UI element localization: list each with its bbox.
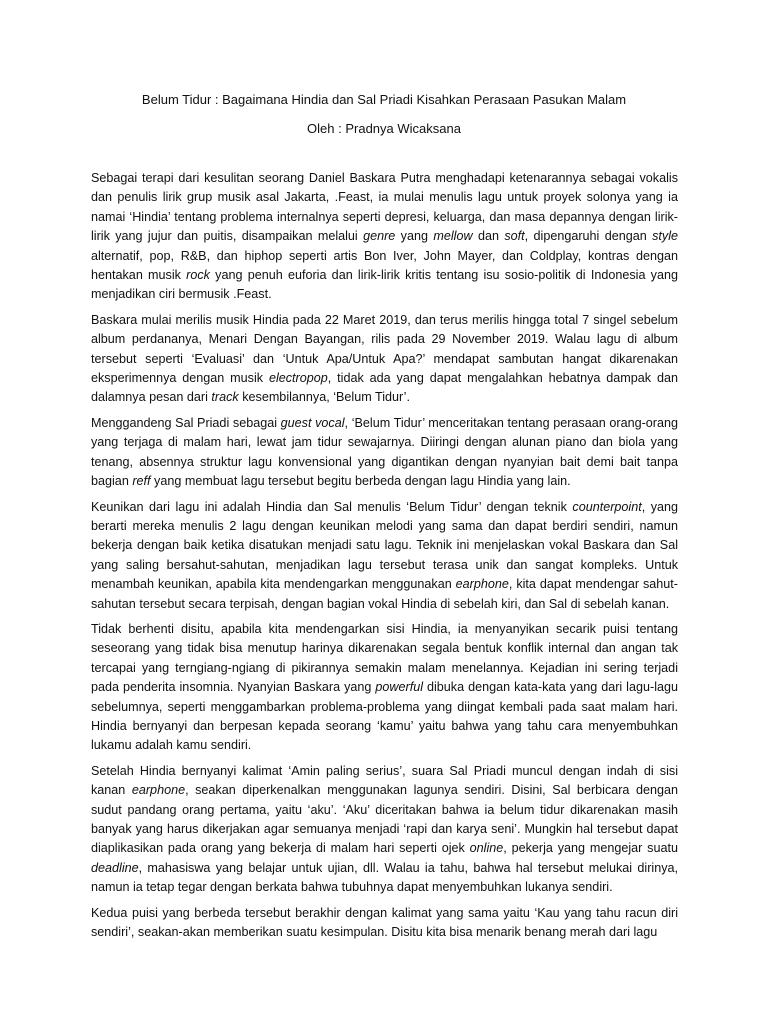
paragraph: [91, 169, 678, 305]
italic-term: genre: [363, 229, 396, 244]
italic-term: earphone: [455, 577, 509, 592]
text-run: dan: [472, 229, 505, 244]
italic-term: style: [652, 229, 679, 244]
document-title: Belum Tidur : Bagaimana Hindia dan Sal Priadi Kisahkan Perasaan Pasukan Malam: [141, 92, 627, 107]
text-run: , pekerja yang mengejar suatu: [503, 841, 678, 856]
paragraph: [91, 904, 678, 943]
italic-term: track: [211, 390, 239, 405]
italic-term: earphone: [131, 783, 186, 798]
text-run: Tidak berhenti disitu, apabila kita mendengarkan sisi Hindia, ia menyanyikan secarik puisi tentang seseorang yang tidak bisa menutup harinya dikarenakan segala bentuk konflik internal dan angan tak tercapai yang terngiang-ngiang di pikirannya semakin malam menelannya. Kejadian ini sering terjadi pada penderita insomnia. Nyanyian Baskara yang: [91, 621, 678, 695]
italic-term: mellow: [433, 229, 473, 244]
text-run: , ‘Belum Tidur’ menceritakan tentang perasaan orang-orang yang terjaga di malam hari, lewat jam tidur sewajarnya. Diiringi dengan alunan piano dan biola yang tenang, absennya struktur lagu konvensional yang digantikan dengan nyanyian bait demi bait tanpa bagian: [91, 415, 679, 489]
text-run: yang penuh euforia dan lirik-lirik kritis tentang isu sosio-politik di Indonesia yang menjadikan ciri bermusik .Feast.: [91, 268, 678, 302]
text-run: , kita dapat mendengar sahut-sahutan tersebut secara terpisah, dengan bagian vokal Hindia di sebelah kiri, dan Sal di sebelah kanan.: [91, 577, 679, 611]
text-run: Kedua puisi yang berbeda tersebut berakhir dengan kalimat yang sama yaitu ‘Kau yang tahu racun diri sendiri’, seakan-akan memberikan suatu kesimpulan. Disitu kita bisa menarik benang merah dari lagu: [91, 905, 678, 940]
italic-term: soft: [504, 229, 525, 244]
italic-term: guest vocal: [280, 415, 345, 430]
text-run: dibuka dengan kata-kata yang dari lagu-lagu sebelumnya, seperti menggambarkan problema-problema yang diingat kembali pada saat malam hari. Hindia bernyanyi dan berpesan kepada seorang ‘kamu’ yaitu bahwa yang tahu cara menyembuhkan lukamu adalah kamu sendiri.: [91, 680, 678, 753]
text-run: Sebagai terapi dari kesulitan seorang Daniel Baskara Putra menghadapi ketenarannya sebagai vokalis dan penulis lirik grup musik asal Jakarta, .Feast, ia mulai menulis lagu untuk proyek solonya yang ia namai ‘Hindia’ tentang problema internalnya seperti depresi, keluarga, dan masa depannya dengan lirik-lirik yang jujur dan puitis, disampaikan melalui: [91, 171, 678, 244]
text-run: , seakan diperkenalkan menggunakan lagunya sendiri. Disini, Sal berbicara dengan sudut pandang orang pertama, yaitu ‘aku’. ‘Aku’ diceritakan bahwa ia belum tidur dikarenakan masih banyak yang harus dikerjakan agar semuanya menjadi ‘rapi dan karya seni’. Mungkin hal tersebut dapat diaplikasikan pada orang yang bekerja di malam hari seperti ojek: [91, 783, 679, 856]
paragraph: [91, 620, 678, 756]
italic-term: rock: [186, 268, 210, 283]
text-run: Keunikan dari lagu ini adalah Hindia dan Sal menulis ‘Belum Tidur’ dengan teknik: [91, 499, 573, 514]
italic-term: reff: [132, 474, 151, 489]
text-run: Baskara mulai merilis musik Hindia pada 22 Maret 2019, dan terus merilis hingga total 7 singel sebelum album perdananya, Menari Dengan Bayangan, rilis pada 29 November 2019. Walau lagu di album tersebut seperti ‘Evaluasi’ dan ‘Untuk Apa/Untuk Apa?’ mendapat sambutan hangat dikarenakan eksperimennya dengan musik: [91, 312, 678, 386]
italic-term: online: [469, 841, 504, 856]
text-run: Menggandeng Sal Priadi sebagai: [91, 415, 281, 430]
article-body: [91, 169, 678, 948]
text-run: kesembilannya, ‘Belum Tidur’.: [238, 390, 410, 405]
paragraph: [91, 414, 678, 492]
paragraph: [91, 311, 678, 408]
paragraph: [91, 762, 678, 898]
italic-term: electropop: [268, 371, 328, 386]
text-run: Setelah Hindia bernyanyi kalimat ‘Amin paling serius’, suara Sal Priadi muncul dengan indah di sisi kanan: [91, 763, 678, 798]
text-run: , dipengaruhi dengan: [524, 229, 653, 244]
text-run: , mahasiswa yang belajar untuk ujian, dll. Walau ia tahu, bahwa hal tersebut melukai dirinya, namun ia tetap tegar dengan berkata bahwa tubuhnya dapat menyembuhkan lukanya sendiri.: [91, 860, 678, 895]
text-run: yang membuat lagu tersebut begitu berbeda dengan lagu Hindia yang lain.: [150, 474, 571, 489]
text-run: , yang berarti mereka menulis 2 lagu dengan keunikan melodi yang sama dan dapat berdiri sendiri, namun bekerja dengan baik ketika disatukan menjadi satu lagu. Teknik ini menjelaskan vokal Baskara dan Sal yang saling bersahut-sahutan, menjadikan lagu tersebut terasa unik dan sangat kompleks. Untuk menambah keunikan, apabila kita mendengarkan menggunakan: [91, 499, 678, 592]
text-run: , tidak ada yang dapat mengalahkan hebatnya dampak dan dalamnya pesan dari: [91, 371, 678, 405]
italic-term: deadline: [91, 860, 139, 875]
italic-term: powerful: [375, 680, 423, 695]
italic-term: counterpoint: [572, 499, 642, 514]
text-run: alternatif, pop, R&B, dan hiphop seperti artis Bon Iver, John Mayer, dan Coldplay, kontras dengan hentakan musik: [91, 248, 678, 283]
paragraph: [91, 498, 678, 614]
document-author: Oleh : Pradnya Wicaksana: [307, 121, 461, 136]
text-run: yang: [395, 229, 434, 244]
